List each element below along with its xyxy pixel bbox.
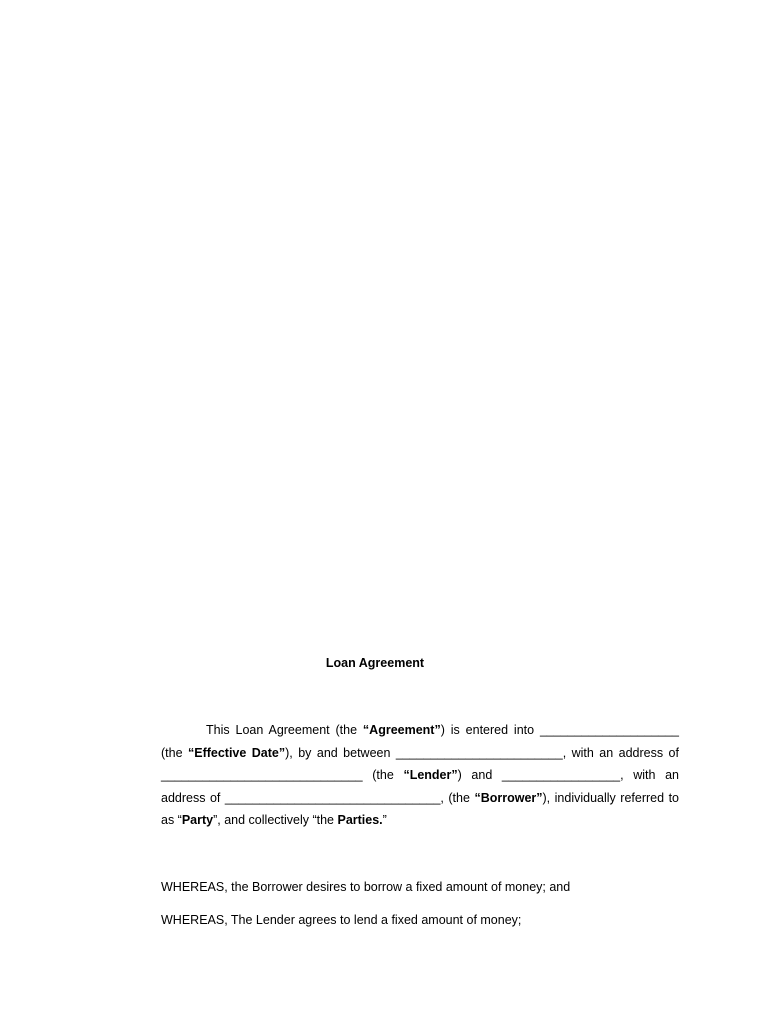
term-lender: “Lender” xyxy=(403,768,458,782)
intro-text-6: ”, and collectively “the xyxy=(213,813,338,827)
document-title: Loan Agreement xyxy=(325,656,425,670)
term-parties: Parties. xyxy=(337,813,383,827)
term-party: Party xyxy=(181,813,214,827)
intro-paragraph xyxy=(161,719,679,832)
intro-text-4: ) and _________________, with an address of _______________________________, (the xyxy=(161,768,680,805)
intro-text-7: ” xyxy=(382,813,387,827)
recital-borrower: WHEREAS, the Borrower desires to borrow a fixed amount of money; and xyxy=(161,880,571,894)
term-agreement: “Agreement” xyxy=(362,723,441,737)
recital-lender: WHEREAS, The Lender agrees to lend a fixed amount of money; xyxy=(161,913,522,927)
intro-text-1: This Loan Agreement (the xyxy=(206,723,363,737)
intro-text-5: ), individually referred to as “ xyxy=(161,790,679,827)
term-effective-date: “Effective Date” xyxy=(187,745,286,760)
term-borrower: “Borrower” xyxy=(474,790,543,805)
intro-text-2: ) is entered into ____________________ (the xyxy=(161,723,679,760)
intro-text-3: ), by and between ________________________, with an address of _____________________________ (the xyxy=(161,745,679,782)
